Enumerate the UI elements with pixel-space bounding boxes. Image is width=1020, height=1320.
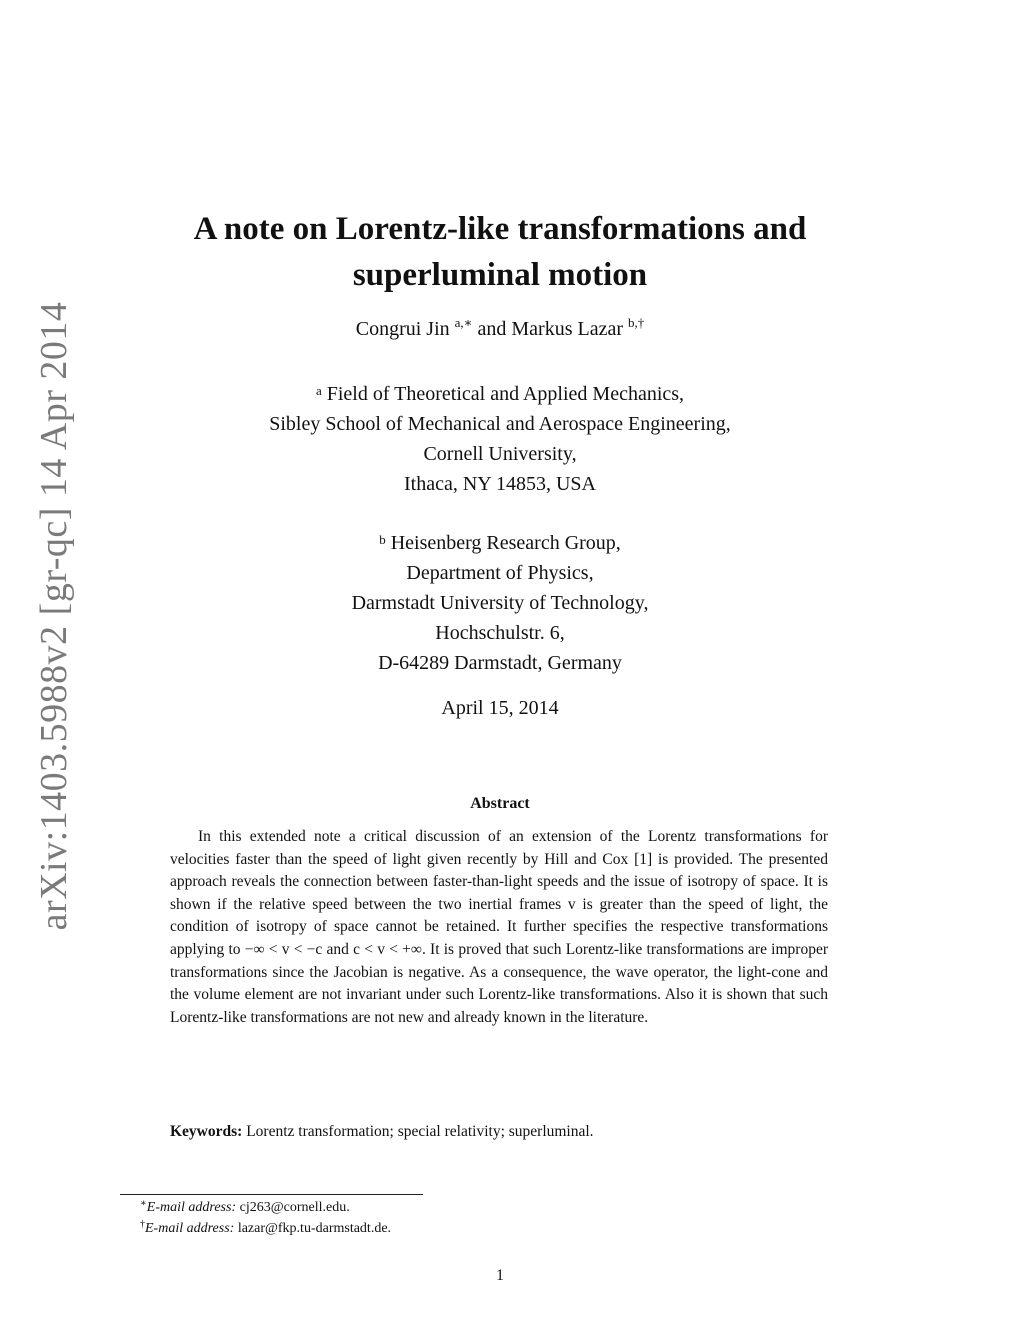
keywords	[170, 1123, 828, 1141]
author-name: Congrui Jin	[355, 318, 450, 340]
publication-date: April 15, 2014	[441, 697, 559, 719]
footnote-label: E-mail address:	[146, 1200, 237, 1215]
footnote-email[interactable]: lazar@fkp.tu-darmstadt.de.	[237, 1221, 392, 1236]
affiliation-line: D-64289 Darmstadt, Germany	[378, 652, 622, 674]
footnote-email-1	[140, 1200, 350, 1216]
affiliation-line: $^b$ Heisenberg Research Group,	[379, 532, 621, 554]
page-number: 1	[496, 1267, 504, 1284]
footnote-email-2	[140, 1221, 391, 1237]
paper-title	[110, 206, 890, 298]
author-affiliation-mark: b,†	[628, 315, 645, 330]
affiliation-line: Darmstadt University of Technology,	[351, 592, 649, 614]
footnote-label: E-mail address:	[145, 1221, 235, 1236]
footnote-mark: ∗	[140, 1198, 147, 1209]
footnote-divider	[120, 1194, 423, 1195]
author-conjunction: and	[477, 318, 507, 340]
affiliation-line: Sibley School of Mechanical and Aerospace Engineering,	[269, 413, 731, 435]
title-line-1: A note on Lorentz-like transformations and	[193, 211, 807, 247]
keywords-text: Lorentz transformation; special relativity; superluminal.	[246, 1123, 594, 1140]
arxiv-identifier: arXiv:1403.5988v2 [gr-qc] 14 Apr 2014	[33, 301, 75, 931]
affiliation-mark: a	[315, 383, 322, 398]
affiliation-mark: b	[379, 532, 386, 547]
abstract-text: In this extended note a critical discussion of an extension of the Lorentz transformations for velocities faster than the speed of light given recently by Hill and Cox [1] is provided. The presented approach reveals the connection between faster-than-light speeds and the issue of isotropy of space. It is shown if the relative speed between the two inertial frames v is greater than the speed of light, the condition of isotropy of space cannot be retained. It further specifies the respective transformations applying to −∞ < v < −c and c < v < +∞. It is proved that such Lorentz-like transformations are improper transformations since the Jacobian is negative. As a consequence, the wave operator, the light-cone and the volume element are not invariant under such Lorentz-like transformations. Also it is shown that such Lorentz-like transformations are not new and already known in the literature.	[170, 828, 828, 1026]
footnote-email[interactable]: cj263@cornell.edu.	[239, 1200, 350, 1215]
footnote-mark: †	[140, 1219, 145, 1230]
affiliation-line: Ithaca, NY 14853, USA	[403, 473, 596, 495]
author-list	[110, 315, 890, 341]
affiliation-line: Department of Physics,	[406, 562, 594, 584]
author-name: Markus Lazar	[511, 318, 624, 340]
title-line-2: superluminal motion	[352, 257, 648, 293]
affiliation-b	[110, 528, 890, 678]
affiliation-a	[110, 379, 890, 499]
affiliation-line: Cornell University,	[423, 443, 577, 465]
affiliation-line: Hochschulstr. 6,	[435, 622, 565, 644]
abstract-heading: Abstract	[470, 795, 530, 812]
author-affiliation-mark: a,∗	[454, 315, 473, 330]
keywords-label: Keywords:	[170, 1123, 243, 1140]
affiliation-line: $^a$ Field of Theoretical and Applied Mechanics,	[315, 383, 685, 405]
